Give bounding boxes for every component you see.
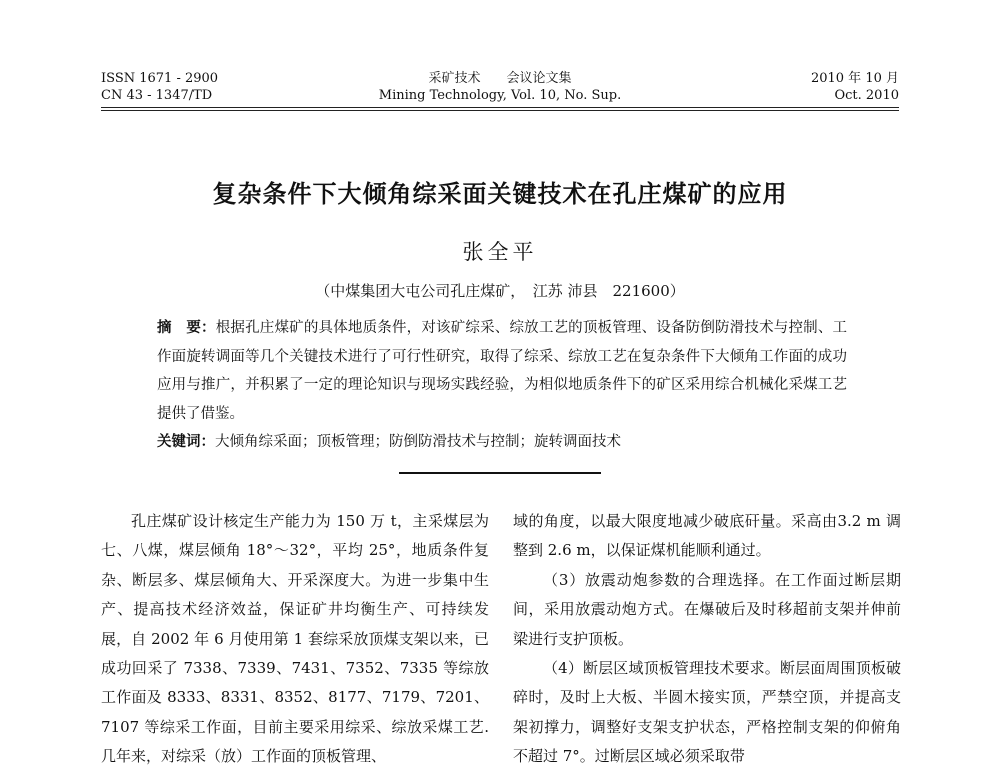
cn-number: CN 43 - 1347/TD — [101, 88, 213, 103]
author-affiliation: （中煤集团大屯公司孔庄煤矿， 江苏 沛县 221600） — [315, 282, 685, 300]
issue-date-en: Oct. 2010 — [834, 88, 899, 103]
abstract-label: 摘 要： — [157, 320, 216, 336]
body-column-right — [513, 507, 901, 772]
keywords — [157, 428, 847, 456]
abstract-text: 根据孔庄煤矿的具体地质条件，对该矿综采、综放工艺的顶板管理、设备防倒防滑技术与控制、工作面旋转调面等几个关键技术进行了可行性研究，取得了综采、综放工艺在复杂条件下大倾角工作面的成功应用与推广，并积累了一定的理论知识与现场实践经验，为相似地质条件下的矿区采用综合机械化采煤工艺提供了借鉴。 — [157, 320, 848, 422]
keywords-text: 大倾角综采面；顶板管理；防倒防滑技术与控制；旋转调面技术 — [215, 434, 621, 450]
section-divider — [399, 472, 601, 474]
issn: ISSN 1671 - 2900 — [101, 71, 219, 86]
header-rule-bottom — [101, 110, 899, 111]
body-paragraph: （4）断层区域顶板管理技术要求。断层面周围顶板破碎时，及时上大板、半圆木接实顶，严禁空顶，并提高支架初撑力，调整好支架支护状态，严格控制支架的仰俯角不超过 7°。过断层区域必须采取带 — [513, 659, 901, 766]
body-paragraph: 域的角度，以最大限度地减少破底矸量。采高由3.2 m 调整到 2.6 m，以保证煤机能顺利通过。 — [513, 512, 901, 560]
abstract — [157, 314, 847, 428]
keywords-label: 关键词： — [157, 434, 215, 450]
issue-date — [811, 70, 899, 104]
article-author: 张全平 — [462, 240, 538, 264]
body-column-left — [101, 507, 489, 772]
article-title: 复杂条件下大倾角综采面关键技术在孔庄煤矿的应用 — [212, 180, 788, 208]
journal-name-cn: 采矿技术 会议论文集 — [428, 71, 572, 86]
journal-name-en: Mining Technology, Vol. 10, No. Sup. — [378, 88, 622, 103]
body-paragraph: 孔庄煤矿设计核定生产能力为 150 万 t，主采煤层为七、八煤，煤层倾角 18°～32°，平均 25°，地质条件复杂、断层多、煤层倾角大、开采深度大。为进一步集中生产、提高技术经济效益，保证矿井均衡生产、可持续发展，自 2002 年 6 月使用第 1 套综采放顶煤支架以来，已成功回采了 7338、7339、7431、7352、7335 等综放工作面及 8333、8331、8352、8177、7179、7201、7107 等综采工作面，目前主要采用综采、综放采煤工艺. 几年来，对综采（放）工作面的顶板管理、 — [101, 512, 489, 766]
issue-date-cn: 2010 年 10 月 — [810, 71, 899, 86]
header-rule-top — [101, 107, 899, 108]
body-paragraph: （3）放震动炮参数的合理选择。在工作面过断层期间，采用放震动炮方式。在爆破后及时移超前支架并伸前梁进行支护顶板。 — [513, 570, 901, 648]
